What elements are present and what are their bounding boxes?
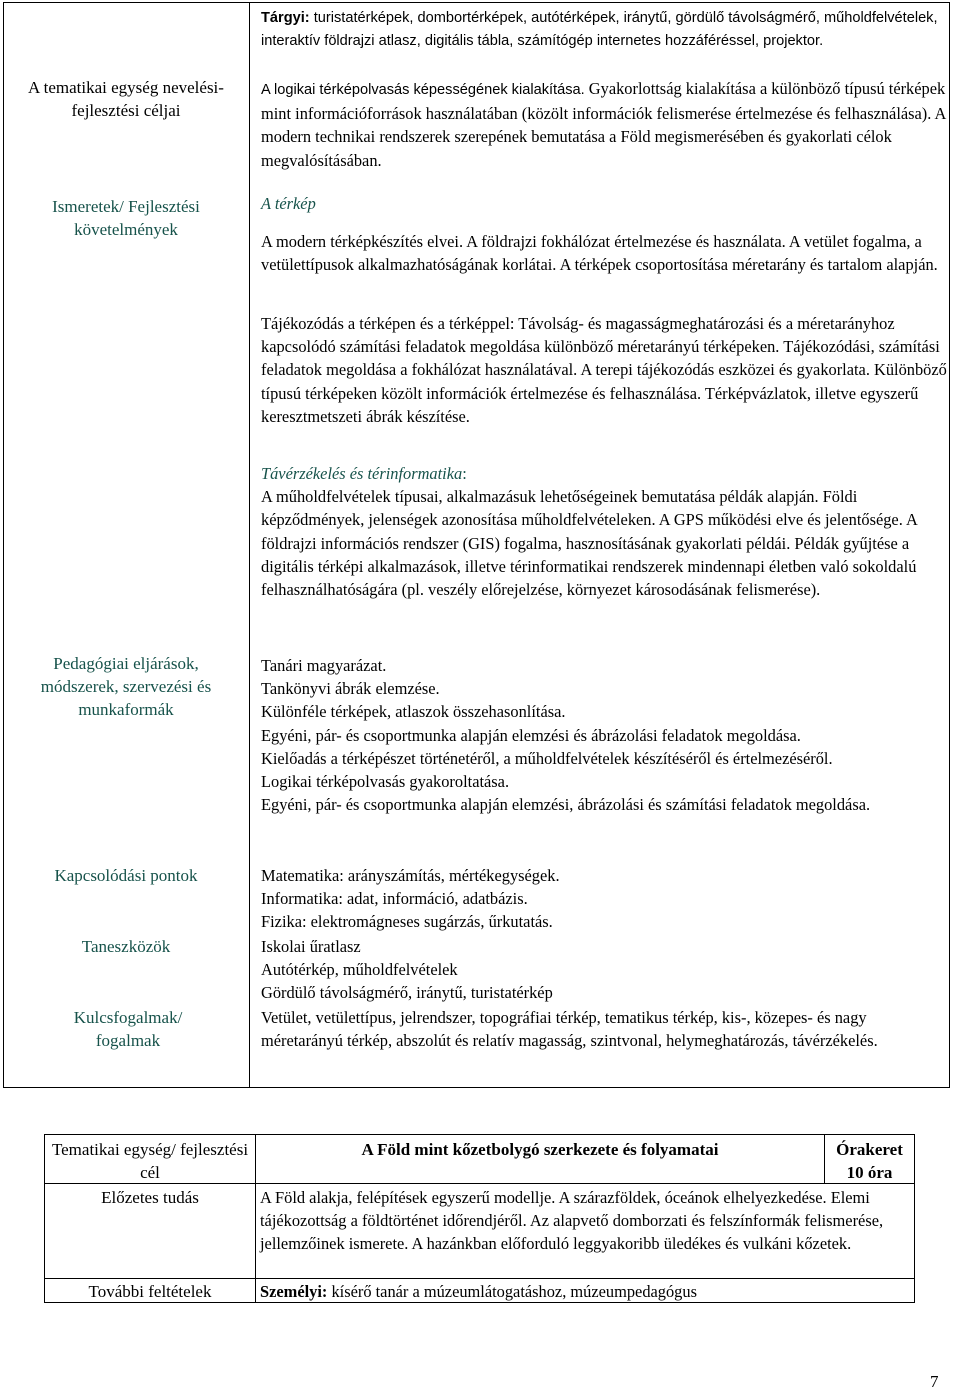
label-tovabbi: További feltételek [88,1282,212,1301]
t1-border-top [3,2,950,3]
kapcsolodasi-item: Informatika: adat, információ, adatbázis. [261,889,528,909]
label-ismeretek: Ismeretek/ Fejlesztési követelmények [52,197,200,239]
kulcsfogalmak-text: Vetület, vetülettípus, jelrendszer, topográfiai térkép, tematikus térkép, kis-, közepes- és nagy méretarányú térkép, abszolút és relatív magasság, szintvonal, helymeghatározás, távérzékelés. [261,1008,878,1051]
kapcsolodasi-item: Matematika: arányszámítás, mértékegységek. [261,866,560,885]
pedagogiai-item: Logikai térképolvasás gyakoroltatása. [261,772,510,792]
taverzekeles-heading: Távérzékelés és térinformatika [261,464,463,483]
orakeret-value: 10 óra [846,1163,893,1182]
table2-title: A Föld mint kőzetbolygó szerkezete és folyamatai [361,1140,719,1159]
taneszkozok-item: Autótérkép, műholdfelvételek [261,960,458,980]
targyi-text: turistatérképek, dombortérképek, autótérképek, iránytű, gördülő távolságmérő, műholdfelvételek, interaktív földrajzi atlasz, digitális tábla, számítógép internetes hozzáféréssel, projektor. [261,10,938,49]
taneszkozok-item: Iskolai űratlasz [261,937,361,956]
terkep-text: A modern térképkészítés elvei. A földrajzi fokhálózat értelmezése és használata. A vetület fogalma, a vetülettípusok alkalmazhatóságának korlátai. A térképek csoportosítása méretarány és tartalom alapján. [261,232,938,275]
t2-border-top [44,1134,915,1135]
pedagogiai-item: Tanári magyarázat. [261,656,387,675]
pedagogiai-item: Kielőadás a térképészet történetéről, a műholdfelvételek készítéséről és értelmezéséről. [261,748,833,768]
kapcsolodasi-item: Fizika: elektromágneses sugárzás, űrkutatás. [261,912,553,932]
targyi-label: Tárgyi: [261,10,310,26]
terkep-heading: A térkép [261,194,316,213]
t2-border-left [44,1134,45,1303]
szemelyi-label: Személyi: [260,1282,328,1301]
taverzekeles-text: A műholdfelvételek típusai, alkalmazásuk lehetőségeinek bemutatása példák alapján. Földi képződmények, jelenségek azonosítása műholdfelvételeken. A GPS működési elve és jelentősége. A földrajzi információs rendszer (GIS) fogalma, hasznosításának gyakorlati példái. Példák gyűjtése a digitális térképi alkalmazások, illetve térinformatikai rendszerek mindennapi életben való sokoldalú felhasználhatóságára (pl. veszély előrejelzése, környezet károsodásának felismerése). [261,487,917,600]
t2-row-divider [44,1278,915,1279]
taneszkozok-item: Gördülő távolságmérő, iránytű, turistatérkép [261,983,553,1003]
label-celjai: A tematikai egység nevelési-fejlesztési céljai [28,78,224,120]
celjai-block [261,77,951,172]
elozetes-text: A Föld alakja, felépítések egyszerű modellje. A szárazföldek, óceánok elhelyezkedése. Elemi tájékozottság a földtörténet időrendjéről. Az alapvető domborzati és felszínformák felismerése, jellemzőinek ismerete. A hazánkban előforduló leggyakoribb üledékes és vulkáni kőzetek. [260,1188,884,1254]
label-elozetes: Előzetes tudás [101,1188,199,1207]
pedagogiai-item: Egyéni, pár- és csoportmunka alapján elemzési, ábrázolási és számítási feladatok megoldása. [261,795,871,815]
label-kapcsolodasi: Kapcsolódási pontok [54,866,198,885]
orakeret-label: Órakeret [836,1140,903,1159]
tajekozodas-text: Tájékozódás a térképen és a térképpel: Távolság- és magasságmeghatározási és a méretarányhoz kapcsolódó számítási feladatok megoldása különböző méretarányú térképeken. Tájékozódási, számítási feladatok megoldása a fokhálózat használatával. A terepi tájékozódás eszközei és gyakorlata. Különböző típusú térképeken közölt információk értelmezése és felhasználása. Térképvázlatok, illetve egyszerű keresztmetszeti ábrák készítése. [261,314,947,426]
taneszkozok-list [261,935,951,1005]
label-pedagogiai: Pedagógiai eljárások, módszerek, szervezési és munkaformák [40,654,212,719]
kapcsolodasi-list [261,864,951,934]
page-number: 7 [930,1372,939,1391]
t1-border-bottom [3,1087,950,1088]
t2-border-right [914,1134,915,1303]
t1-col-divider [249,2,250,1088]
label-taneszkozok: Taneszközök [81,937,171,956]
pedagogiai-item: Tankönyvi ábrák elemzése. [261,679,440,699]
pedagogiai-item: Egyéni, pár- és csoportmunka alapján elemzési és ábrázolási feladatok megoldása. [261,725,801,745]
szemelyi-text: kísérő tanár a múzeumlátogatáshoz, múzeumpedagógus [331,1282,697,1301]
taverzekeles-block: Távérzékelés és térinformatika: A műholdfelvételek típusai, alkalmazásuk lehetőségeinek bemutatása példák alapján. Földi képződmények, jelenségek azonosítása műholdfelvételeken. A GPS működési elve és jelentősége. A földrajzi információs rendszer (GIS) fogalma, hasznosításának gyakorlati példái. Példák gyűjtése a digitális térképi alkalmazások, illetve térinformatikai rendszerek mindennapi életben való sokoldalú felhasználhatóságára (pl. veszély előrejelzése, környezet károsodásának felismerése). [261,462,951,601]
celjai-text-1: A logikai térképolvasás képességének kialakítása. [261,82,585,98]
t1-border-left [3,2,4,1088]
label-tematikai: Tematikai egység/ fejlesztési cél [51,1140,249,1183]
celjai-text-2: Gyakorlottság kialakítása a különböző típusú térképek mint információforrások használatában (közölt információk felismerése értelmezése és felhasználása). A modern technikai rendszerek szerepének bemutatása a Föld megismerésében és gyakorlati célok megvalósításában. [261,79,946,170]
pedagogiai-list [261,654,951,816]
szemelyi-block [260,1280,910,1303]
pedagogiai-item: Különféle térképek, atlaszok összehasonlítása. [261,702,566,722]
targyi-block [261,7,951,52]
label-kulcsfogalmak: Kulcsfogalmak/ fogalmak [73,1008,183,1050]
